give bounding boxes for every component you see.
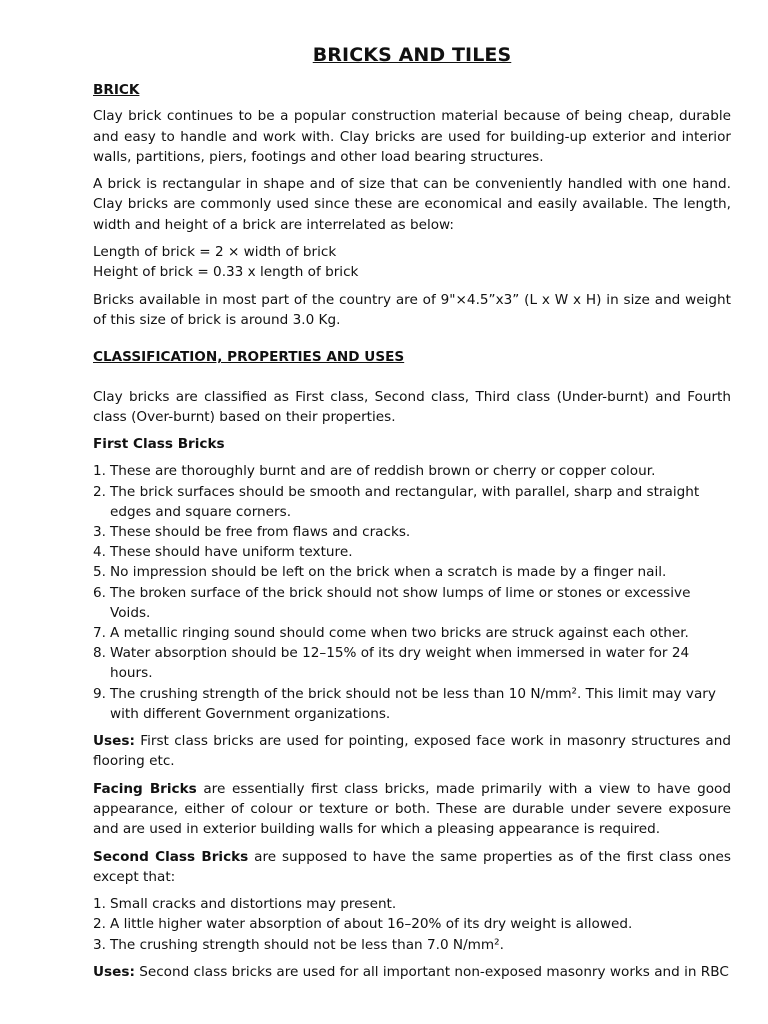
uses-label: Uses: [93,963,135,980]
list-number: 5. [93,564,106,581]
uses-label: Uses: [93,733,135,750]
list-text: A little higher water absorption of about 16–20% of its dry weight is allowed. [110,916,633,933]
second-class-paragraph [93,847,731,888]
list-text: The crushing strength of the brick should not be less than 10 N/mm². This limit may vary with different Government organizations. [110,685,716,722]
list-item [93,643,731,683]
list-item [93,583,731,623]
list-number: 2. [93,916,106,933]
list-number: 6. [93,584,106,601]
brick-formulas [93,242,731,283]
list-text: The crushing strength should not be less than 7.0 N/mm². [110,936,504,953]
list-number: 1. [93,896,106,913]
facing-bricks-text: are essentially first class bricks, made primarily with a view to have good appearance, either of colour or texture or both. These are durable under severe exposure and are used in exterior building walls for which a pleasing appearance is required. [93,780,732,838]
list-item [93,914,731,934]
brick-paragraph-2: A brick is rectangular in shape and of size that can be conveniently handled with one hand. Clay bricks are commonly used since these are economical and easily available. The length, width and height of a brick are interrelated as below: [93,176,731,233]
list-number: 1. [93,463,106,480]
brick-paragraph-1: Clay brick continues to be a popular construction material because of being cheap, durable and easy to handle and work with. Clay bricks are used for building-up exterior and interior walls, partitions, piers, footings and other load bearing structures. [93,108,731,165]
list-text: The broken surface of the brick should not show lumps of lime or stones or excessive Voids. [110,584,691,621]
list-text: These should have uniform texture. [110,544,353,561]
list-text: The brick surfaces should be smooth and rectangular, with parallel, sharp and straight edges and square corners. [110,483,700,520]
list-item [93,482,731,522]
formula-length: Length of brick = 2 × width of brick [93,244,337,261]
list-number: 3. [93,524,106,541]
first-class-uses [93,731,731,772]
uses-text: Second class bricks are used for all important non-exposed masonry works and in RBC [134,963,729,980]
list-text: Small cracks and distortions may present. [110,896,397,913]
list-item [93,522,731,542]
list-number: 3. [93,936,106,953]
list-number: 2. [93,483,106,500]
first-class-list [93,461,731,724]
list-text: No impression should be left on the brick when a scratch is made by a finger nail. [110,564,667,581]
facing-bricks-paragraph [93,779,731,840]
brick-heading: BRICK [93,82,140,98]
list-item [93,684,731,724]
formula-height: Height of brick = 0.33 x length of brick [93,264,359,281]
second-class-text: are supposed to have the same properties as of the first class ones except that: [93,848,731,885]
classification-intro: Clay bricks are classified as First class, Second class, Third class (Under-burnt) and Fourth class (Over-burnt) based on their properties. [93,388,731,425]
first-class-heading: First Class Bricks [93,436,225,453]
list-number: 9. [93,685,106,702]
list-text: A metallic ringing sound should come when two bricks are struck against each other. [110,625,689,642]
second-class-uses [93,962,731,982]
list-item [93,461,731,481]
list-item [93,894,731,914]
list-text: These are thoroughly burnt and are of reddish brown or cherry or copper colour. [110,463,656,480]
brick-paragraph-3: Bricks available in most part of the country are of 9"×4.5”x3” (L x W x H) in size and weight of this size of brick is around 3.0 Kg. [93,291,731,328]
list-item [93,935,731,955]
list-item [93,542,731,562]
list-item [93,623,731,643]
list-text: Water absorption should be 12–15% of its dry weight when immersed in water for 24 hours. [110,645,690,682]
list-text: These should be free from flaws and cracks. [110,524,411,541]
list-item [93,562,731,582]
list-number: 8. [93,645,106,662]
facing-bricks-label: Facing Bricks [93,780,197,797]
list-number: 4. [93,544,106,561]
document-title: BRICKS AND TILES [312,44,512,66]
uses-text: First class bricks are used for pointing, exposed face work in masonry structures and flooring etc. [93,733,731,770]
classification-heading: CLASSIFICATION, PROPERTIES AND USES [93,349,405,366]
second-class-label: Second Class Bricks [93,848,249,865]
list-number: 7. [93,625,106,642]
second-class-list [93,894,731,955]
